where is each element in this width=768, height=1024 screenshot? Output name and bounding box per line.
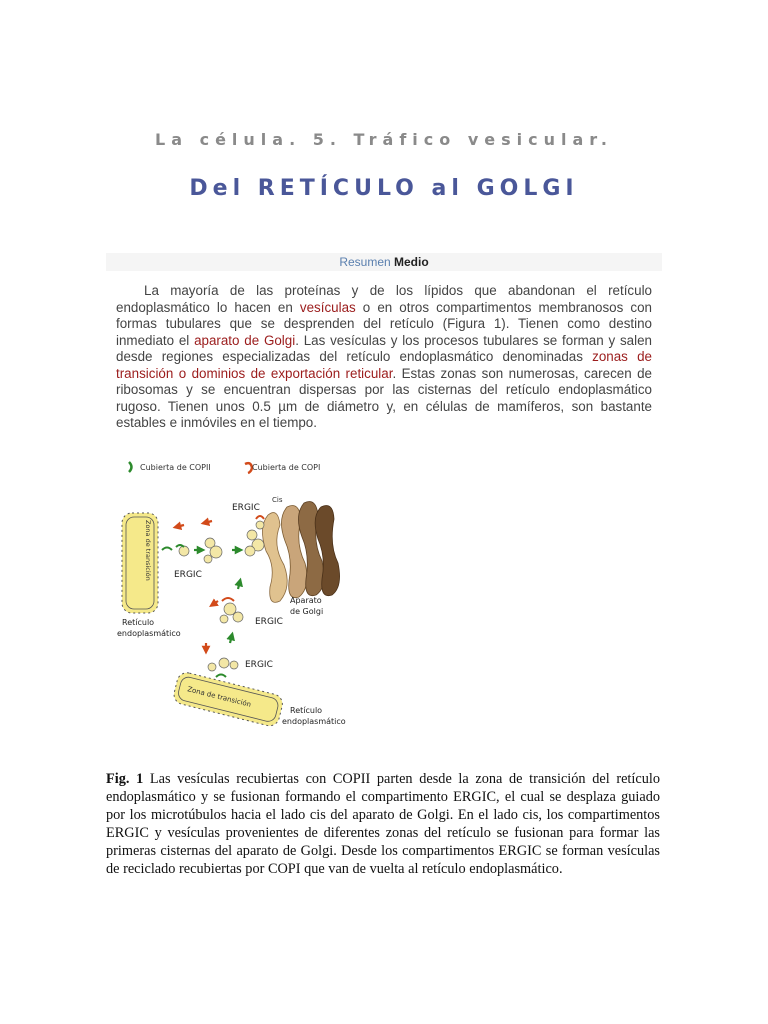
label-ergic-top: ERGIC — [232, 503, 260, 513]
label-reticulo-bottom-1: Retículo — [290, 706, 323, 715]
label-reticulo-left-2: endoplasmático — [117, 629, 181, 638]
label-ergic-left: ERGIC — [174, 570, 202, 580]
caption-label: Fig. 1 — [106, 771, 144, 787]
intro-text-3: . Las vesículas y los procesos tubulares se forman y salen desde regiones especializadas del retículo endoplasmático denominadas — [116, 332, 652, 364]
legend-copii — [129, 462, 211, 472]
caption-text: Las vesículas recubiertas con COPII parten desde la zona de transición del retículo endoplasmático y se fusionan formando el compartimento ERGIC, el cual se desplaza guiado por los microtúbulos hacia el lado cis del aparato de Golgi. En el lado cis, los compartimentos ERGIC y vesículas provenientes de diferentes zonas del retículo se fusionan para formar las primeras cisternas del aparato de Golgi. Desde los compartimentos ERGIC se forman vesículas de reciclado recubiertas por COPI que van de vuelta al retículo endoplasmático. — [106, 771, 660, 877]
label-cis: Cis — [272, 496, 283, 504]
level-bar — [106, 253, 662, 271]
label-zona-bottom: Zona de transición — [186, 685, 252, 709]
intro-paragraph — [116, 283, 652, 432]
page-title: Del RETÍCULO al GOLGI — [189, 176, 579, 201]
legend-copi-label: Cubierta de COPI — [252, 463, 321, 472]
label-reticulo-left-1: Retículo — [122, 618, 155, 627]
diagram-svg — [112, 455, 362, 745]
level-value: Medio — [394, 255, 429, 269]
intro-text-4: . Estas zonas son numerosas, carecen de ribosomas y se encuentran dispersas por las cisternas del retículo endoplasmático rugoso. Tienen unos 0.5 µm de diámetro y, en células de mamíferos, son bastante estables e inmóviles en el tiempo. — [116, 365, 652, 430]
legend-copii-label: Cubierta de COPII — [140, 463, 211, 472]
page-subtitle: La célula. 5. Tráfico vesicular. — [155, 130, 613, 149]
label-ergic-mid: ERGIC — [255, 617, 283, 627]
copi-legend-icon — [245, 463, 252, 473]
ergic-cluster-top — [232, 503, 264, 556]
arrows-copii-anterograde — [194, 550, 240, 643]
copii-legend-icon — [129, 462, 132, 472]
label-ergic-bottom: ERGIC — [245, 660, 273, 670]
ergic-cluster-left — [162, 538, 222, 580]
intro-text-1: La mayoría de las proteínas y de los lípidos que abandonan el retículo endoplasmático lo hacen en — [116, 283, 652, 315]
link-zonas-transicion[interactable]: zonas de transición o dominios de exportación reticular — [116, 349, 652, 381]
label-zona-left: Zona de transición — [144, 520, 152, 581]
intro-text-2: o en otros compartimentos membranosos con formas tubulares que se desprenden del retículo (Figura 1). Tienen como destino inmediato el — [116, 299, 652, 348]
golgi-stack — [262, 496, 339, 602]
legend-copi — [245, 463, 320, 473]
reticulum-bottom — [172, 671, 285, 728]
level-label[interactable]: Resumen — [339, 255, 391, 269]
label-aparato-2: de Golgi — [290, 607, 324, 616]
label-reticulo-bottom-2: endoplasmático — [282, 717, 346, 726]
figure-er-golgi-diagram — [112, 455, 362, 745]
figure-caption — [106, 770, 660, 878]
ergic-cluster-bottom — [208, 658, 273, 677]
link-vesiculas[interactable]: vesículas — [299, 299, 356, 315]
reticulum-left — [122, 513, 158, 613]
link-aparato-golgi[interactable]: aparato de Golgi — [194, 332, 296, 348]
label-aparato-1: Aparato — [290, 596, 322, 605]
